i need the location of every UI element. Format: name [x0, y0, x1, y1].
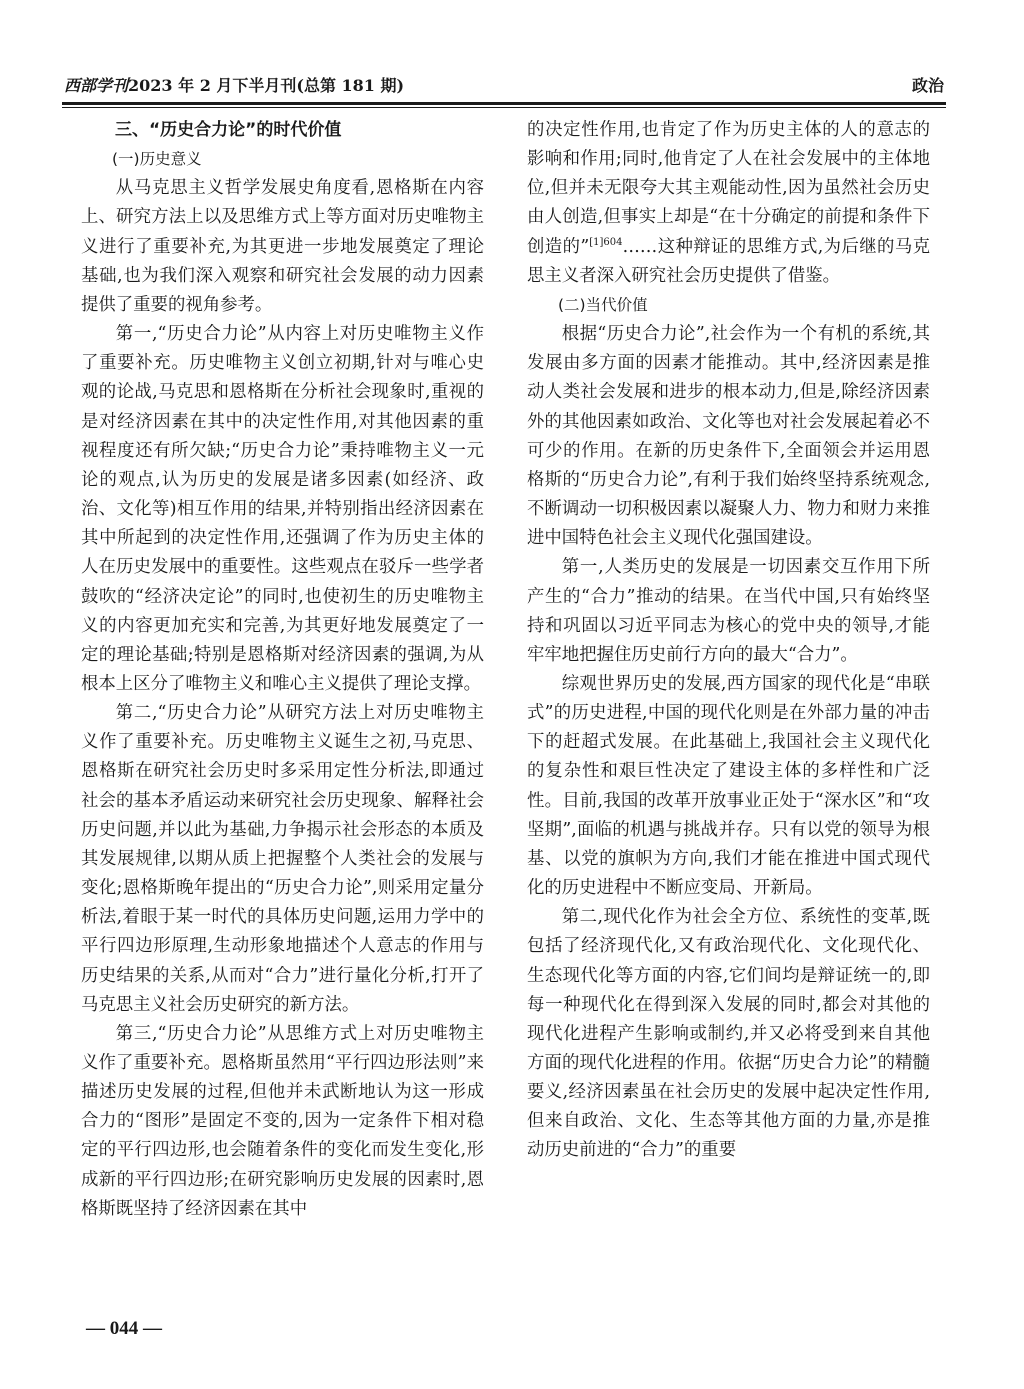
running-header [64, 74, 944, 100]
paragraph: 从马克思主义哲学发展史角度看,恩格斯在内容上、研究方法上以及思维方式上等方面对历史唯物主义进行了重要补充,为其更进一步地发展奠定了理论基础,也为我们深入观察和研究社会发展的动力因素提供了重要的视角参考。 [81, 178, 484, 315]
paragraph: 第二,“历史合力论”从研究方法上对历史唯物主义作了重要补充。历史唯物主义诞生之初,马克思、恩格斯在研究社会历史时多采用定性分析法,即通过社会的基本矛盾运动来研究社会历史现象、解释社会历史问题,并以此为基础,力争揭示社会形态的本质及其发展规律,以期从质上把握整个人类社会的发展与变化;恩格斯晚年提出的“历史合力论”,则采用定量分析法,着眼于某一时代的具体历史问题,运用力学中的平行四边形原理,生动形象地描述个人意志的作用与历史结果的关系,从而对“合力”进行量化分析,打开了马克思主义社会历史研究的新方法。 [81, 703, 484, 1015]
right-column [527, 116, 930, 1166]
paragraph-text: 的决定性作用,也肯定了作为历史主体的人的意志的影响和作用;同时,他肯定了人在社会发展中的主体地位,但并未无限夸大其主观能动性,因为虽然社会历史由人创造,但事实上却是“在十分确定的前提和条件下创造的” [527, 120, 930, 257]
paragraph: 第三,“历史合力论”从思维方式上对历史唯物主义作了重要补充。恩格斯虽然用“平行四边形法则”来描述历史发展的过程,但他并未武断地认为这一形成合力的“图形”是固定不变的,因为一定条件下相对稳定的平行四边形,也会随着条件的变化而发生变化,形成新的平行四边形;在研究影响历史发展的因素时,恩格斯既坚持了经济因素在其中 [81, 1023, 484, 1219]
citation: [1]604 [589, 236, 623, 248]
left-column [81, 116, 484, 1224]
subsection-heading-historical: (一)历史意义 [112, 150, 202, 169]
subsection-heading-contemporary: (二)当代价值 [558, 295, 648, 314]
paragraph: 根据“历史合力论”,社会作为一个有机的系统,其发展由多方面的因素才能推动。其中,经济因素是推动人类社会发展和进步的根本动力,但是,除经济因素外的其他因素如政治、文化等也对社会发展起着必不可少的作用。在新的历史条件下,全面领会并运用恩格斯的“历史合力论”,有利于我们始终坚持系统观念,不断调动一切积极因素以凝聚人力、物力和财力来推进中国特色社会主义现代化强国建设。 [527, 324, 930, 549]
paragraph-text: ……这种辩证的思维方式,为后继的马克思主义者深入研究社会历史提供了借鉴。 [527, 236, 930, 286]
header-rule-thick [62, 102, 946, 105]
paragraph: 综观世界历史的发展,西方国家的现代化是“串联式”的历史进程,中国的现代化则是在外部力量的冲击下的赶超式发展。在此基础上,我国社会主义现代化的复杂性和艰巨性决定了建设主体的多样性和广泛性。目前,我国的改革开放事业正处于“深水区”和“攻坚期”,面临的机遇与挑战并存。只有以党的领导为根基、以党的旗帜为方向,我们才能在推进中国式现代化的历史进程中不断应变局、开新局。 [527, 673, 930, 899]
issue-info: 2023 年 2 月下半月刊(总第 181 期) [128, 76, 405, 95]
journal-logo: 西部学刊 [64, 76, 129, 95]
paragraph: 第二,现代化作为社会全方位、系统性的变革,既包括了经济现代化,又有政治现代化、文化现代化、生态现代化等方面的内容,它们间均是辩证统一的,即每一种现代化在得到深入发展的同时,都会对其他的现代化进程产生影响或制约,并又必将受到来自其他方面的现代化进程的作用。依据“历史合力论”的精髓要义,经济因素虽在社会历史的发展中起决定性作用,但来自政治、文化、生态等其他方面的力量,亦是推动历史前进的“合力”的重要 [527, 907, 930, 1161]
paragraph: 第一,人类历史的发展是一切因素交互作用下所产生的“合力”推动的结果。在当代中国,只有始终坚持和巩固以习近平同志为核心的党中央的领导,才能牢牢地把握住历史前行方向的最大“合力”。 [527, 557, 930, 665]
section-name: 政治 [911, 76, 944, 95]
paragraph-continued [527, 116, 930, 291]
journal-issue-line [64, 74, 404, 98]
page-number: — 044 — [86, 1318, 162, 1339]
section-heading: 三、“历史合力论”的时代价值 [115, 120, 342, 140]
paragraph: 第一,“历史合力论”从内容上对历史唯物主义作了重要补充。历史唯物主义创立初期,针对与唯心史观的论战,马克思和恩格斯在分析社会现象时,重视的是对经济因素在其中的决定性作用,对其他因素的重视程度还有所欠缺;“历史合力论”秉持唯物主义一元论的观点,认为历史的发展是诸多因素(如经济、政治、文化等)相互作用的结果,并特别指出经济因素在其中所起到的决定性作用,还强调了作为历史主体的人在历史发展中的重要性。这些观点在驳斥一些学者鼓吹的“经济决定论”的同时,也使初生的历史唯物主义的内容更加充实和完善,为其更好地发展奠定了一定的理论基础;特别是恩格斯对经济因素的强调,为从根本上区分了唯物主义和唯心主义提供了理论支撑。 [81, 324, 484, 694]
header-rule-thin [62, 107, 946, 108]
